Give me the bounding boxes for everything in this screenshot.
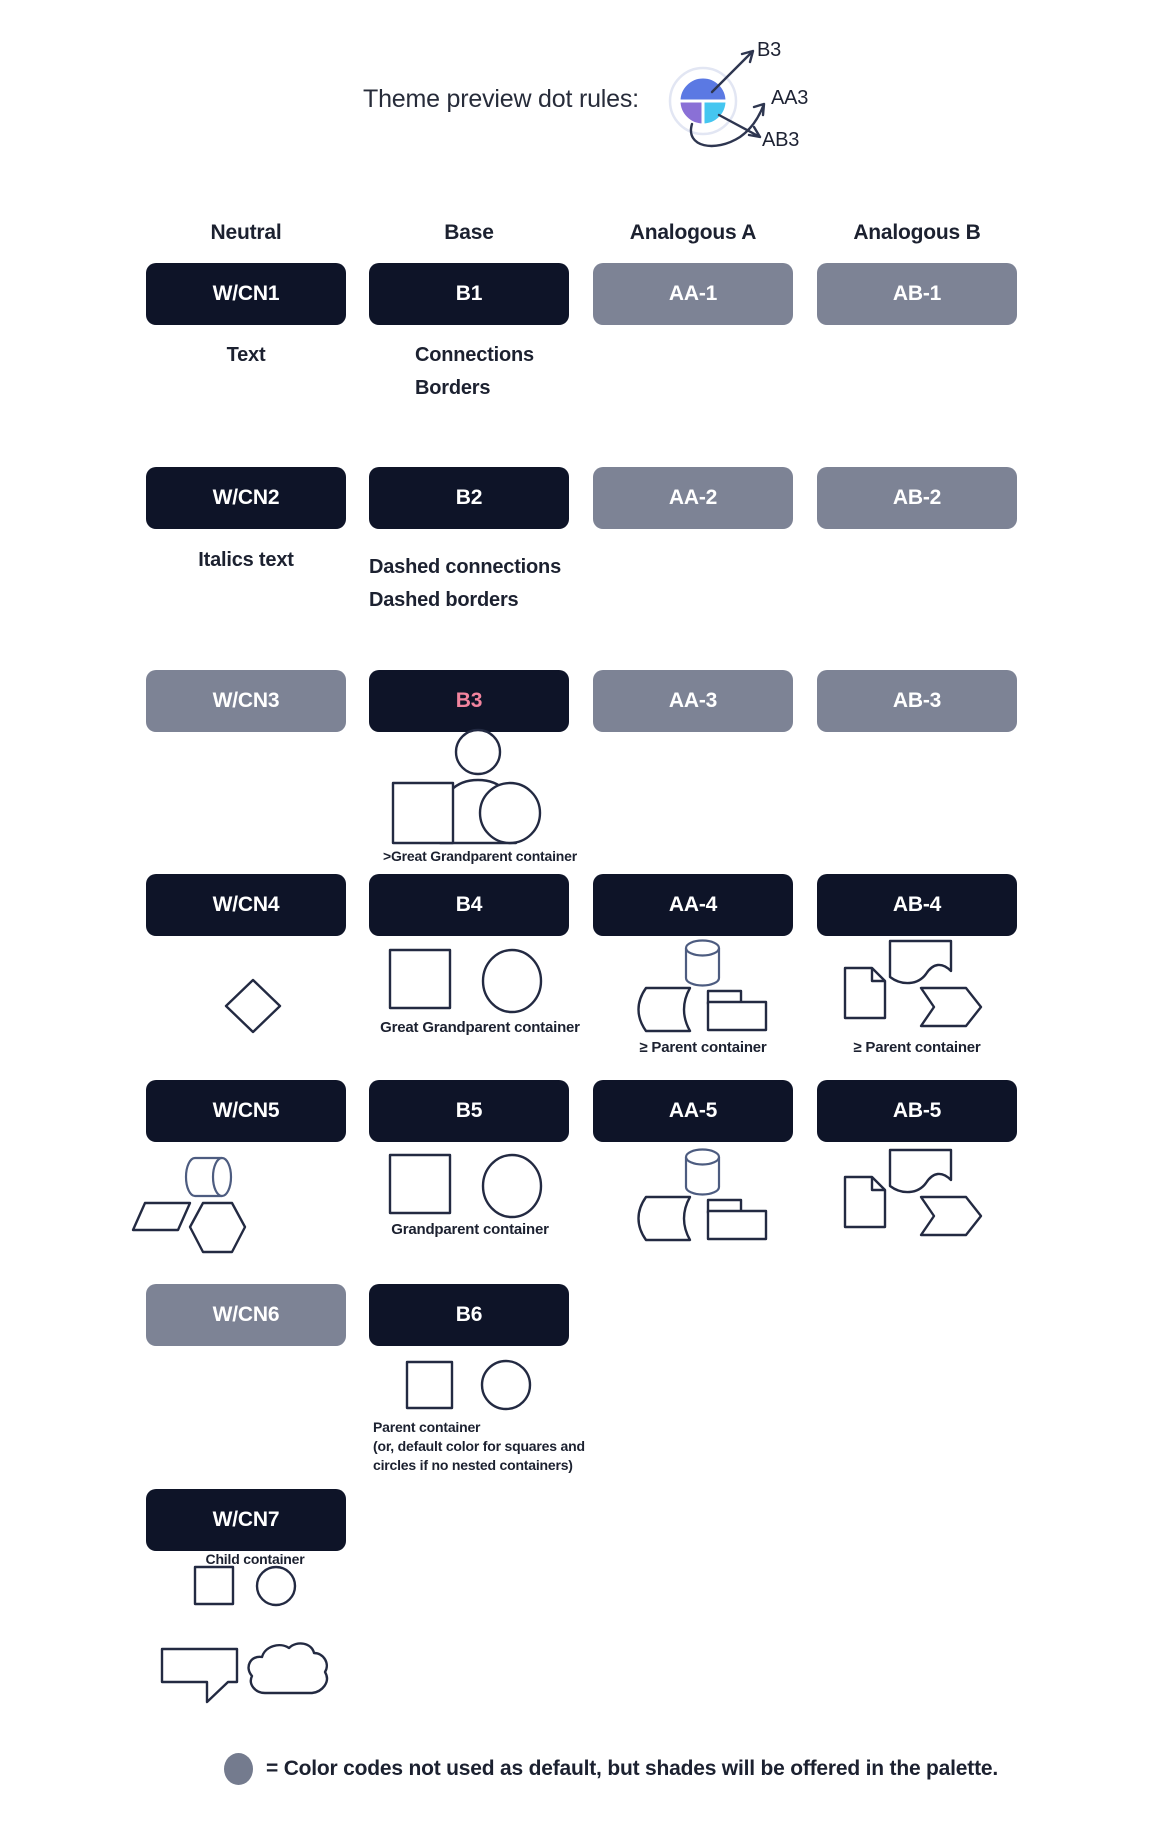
swatch-aa1: AA-1 [593,263,793,325]
swatch-ab2: AB-2 [817,467,1017,529]
diamond-icon [226,980,280,1032]
swatch-wcn7: W/CN7 [146,1489,346,1551]
dot-label-ab3: AB3 [762,129,800,151]
person-square-circle-shapes [368,722,572,850]
swatch-ab1: AB-1 [817,263,1017,325]
legend-text: = Color codes not used as default, but shades will be offered in the palette. [266,1757,998,1780]
caption-b3-shapes: >Great Grandparent container [383,848,577,864]
swatch-b5: B5 [369,1080,569,1142]
swatch-b4: B4 [369,874,569,936]
swatch-ab3: AB-3 [817,670,1017,732]
aa5-shape-cluster [620,1139,790,1244]
cloud-icon [249,1643,327,1693]
caption-child-container: Child container [205,1551,305,1567]
caption-b5-shapes: Grandparent container [391,1221,549,1238]
swatch-aa2: AA-2 [593,467,793,529]
swatch-b1: B1 [369,263,569,325]
caption-aa4-shapes: ≥ Parent container [639,1039,767,1056]
caption-dashed-connections: Dashed connections [369,556,561,578]
swatch-wcn2: W/CN2 [146,467,346,529]
column-header-neutral: Neutral [210,221,282,244]
square-shape [195,1567,233,1604]
caption-connections: Connections [415,344,534,366]
caption-b6-line2: (or, default color for squares and [373,1438,585,1454]
caption-italics-text: Italics text [198,549,294,571]
square-shape [393,783,453,843]
caption-borders: Borders [415,377,491,399]
caption-b4-shapes: Great Grandparent container [380,1019,580,1036]
hexagon-shape [190,1203,245,1252]
parallelogram-shape [133,1203,190,1230]
diamond-shape [215,970,295,1050]
dot-label-aa3: AA3 [771,87,809,109]
page-title: Theme preview dot rules: [363,85,639,113]
swatch-wcn1: W/CN1 [146,263,346,325]
person-icon [456,730,500,774]
column-header-base: Base [444,221,494,244]
circle-shape [257,1567,295,1605]
caption-dashed-borders: Dashed borders [369,589,519,611]
caption-text: Text [226,344,266,366]
b4-square-circle-shapes [375,940,555,1020]
b6-square-circle-shapes [395,1353,545,1417]
caption-b6-line1: Parent container [373,1419,481,1435]
speech-bubble-icon [162,1649,237,1702]
swatch-wcn3: W/CN3 [146,670,346,732]
circle-shape [480,783,540,843]
swatch-aa3: AA-3 [593,670,793,732]
swatch-aa4: AA-4 [593,874,793,936]
swatch-b2: B2 [369,467,569,529]
ab4-shape-cluster [830,935,990,1035]
caption-b6-line3: circles if no nested containers) [373,1457,573,1473]
column-header-analogous-a: Analogous A [629,221,757,244]
wcn7-square-circle-shapes [185,1558,305,1612]
swatch-b6: B6 [369,1284,569,1346]
b5-square-circle-shapes [375,1145,555,1225]
dot-label-b3: B3 [757,39,782,61]
swatch-b3: B3 [369,670,569,732]
ab5-shape-cluster [830,1144,990,1244]
column-header-analogous-b: Analogous B [853,221,981,244]
swatch-wcn6: W/CN6 [146,1284,346,1346]
swatch-ab5: AB-5 [817,1080,1017,1142]
swatch-aa5: AA-5 [593,1080,793,1142]
swatch-ab4: AB-4 [817,874,1017,936]
swatch-wcn4: W/CN4 [146,874,346,936]
swatch-wcn5: W/CN5 [146,1080,346,1142]
wcn5-shape-cluster [125,1145,255,1260]
circle-shape [482,1361,530,1409]
aa4-shape-cluster [620,930,790,1035]
square-shape [407,1362,452,1408]
legend-gray-dot [224,1753,253,1785]
bubble-cloud-shapes [150,1638,340,1710]
caption-ab4-shapes: ≥ Parent container [853,1039,981,1056]
